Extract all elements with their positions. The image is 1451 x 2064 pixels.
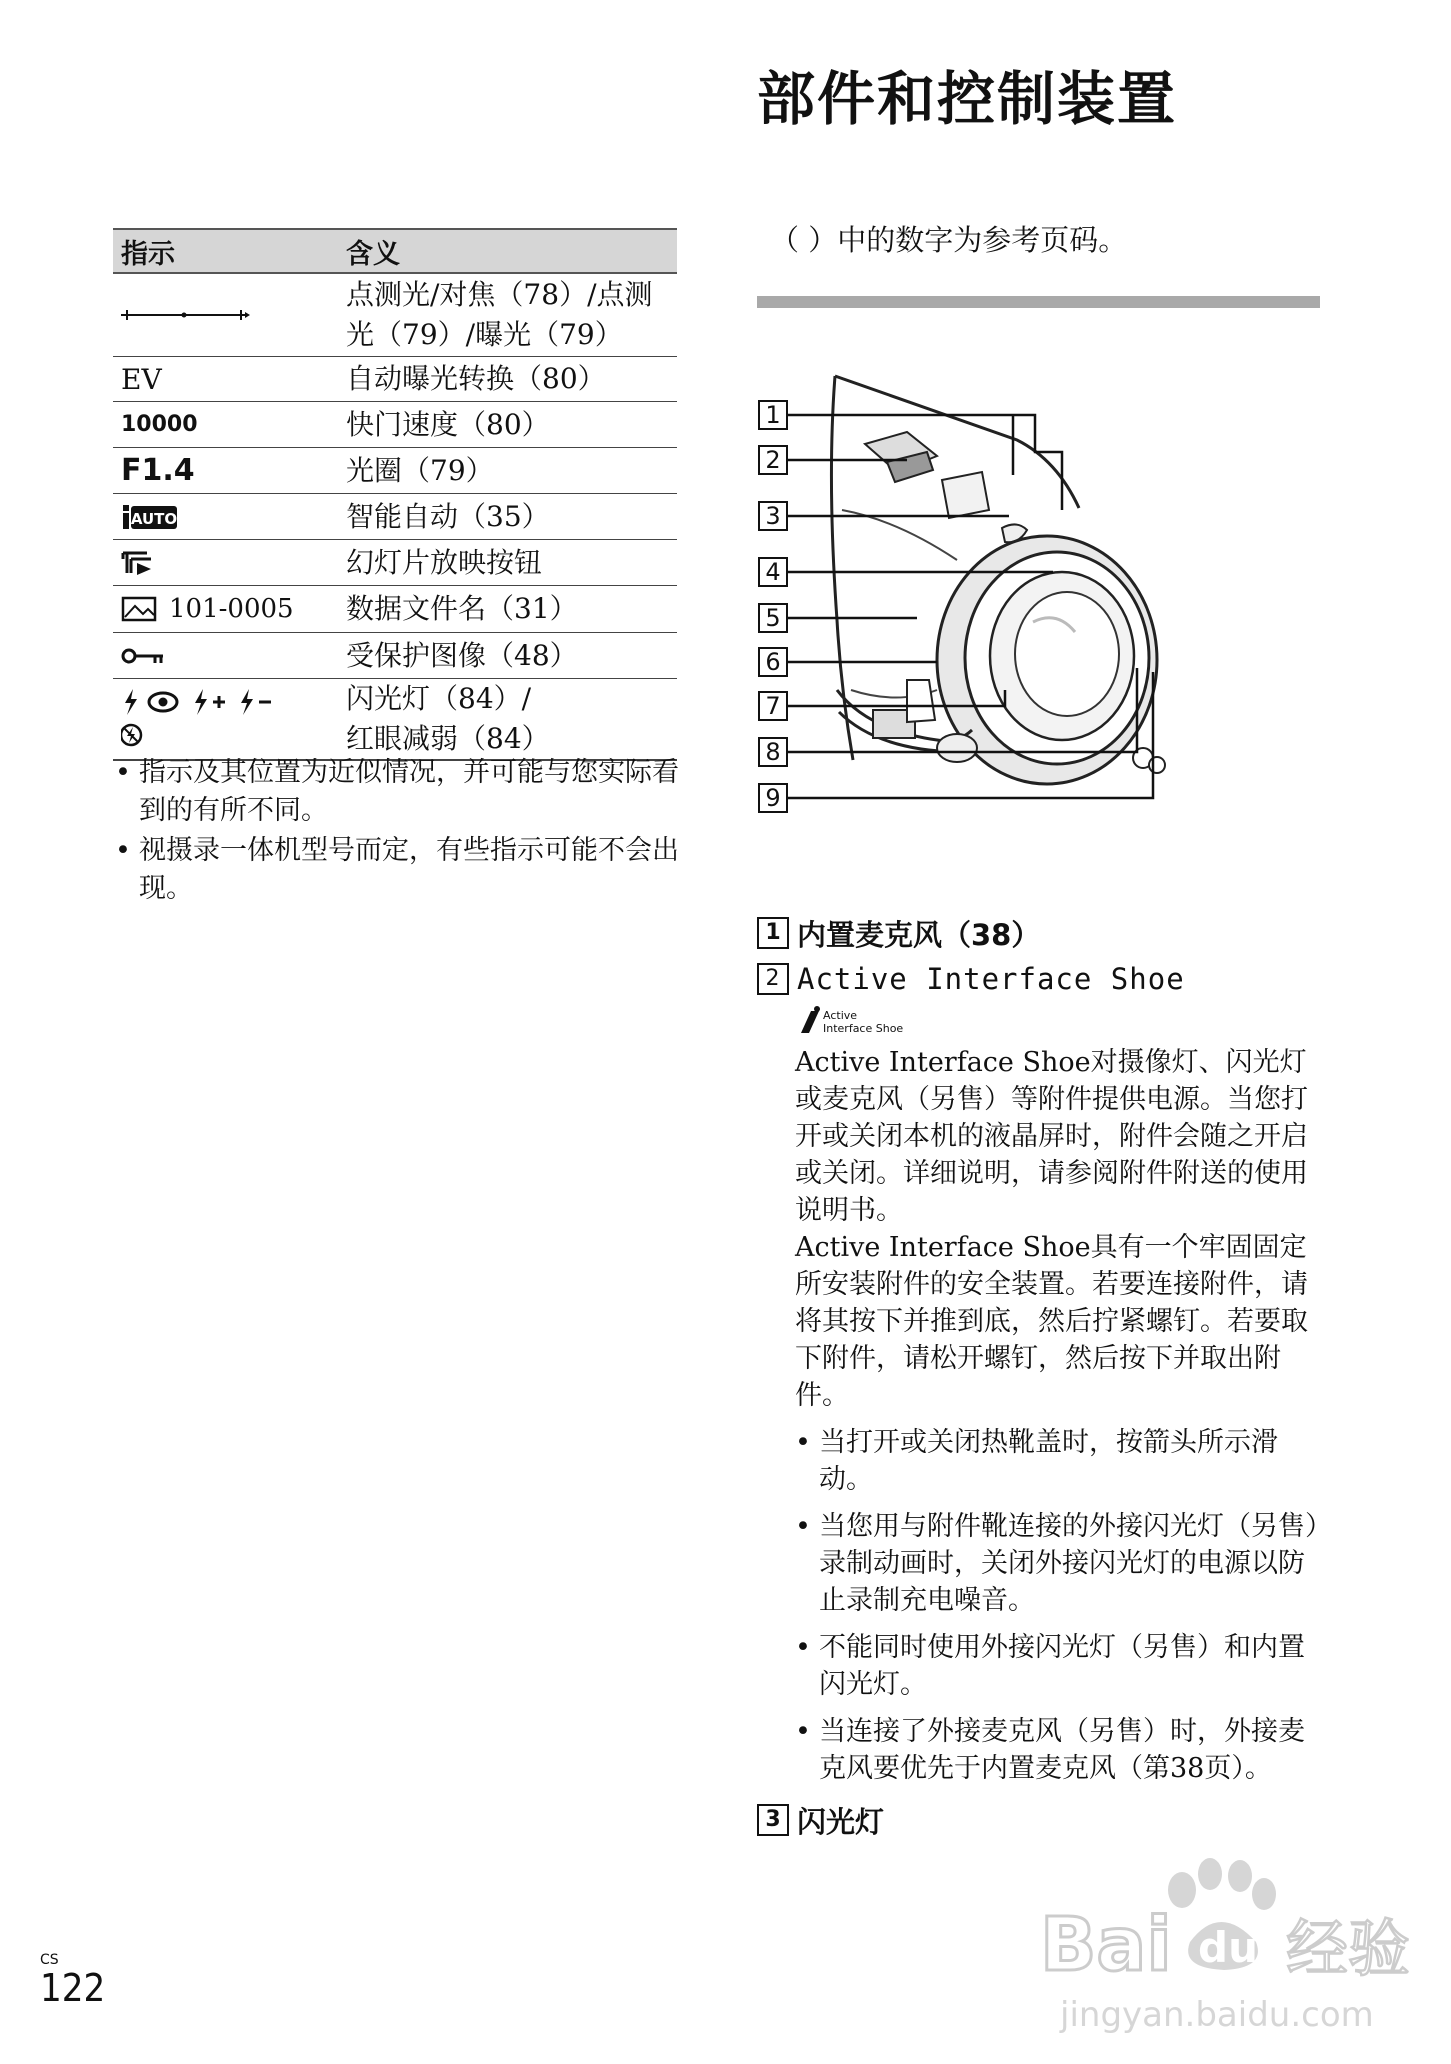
part-number: 1 <box>757 917 789 949</box>
part-number: 2 <box>757 963 789 995</box>
bullet-item: • 不能同时使用外接闪光灯（另售）和内置闪光灯。 <box>795 1629 1327 1703</box>
callout-7: 7 <box>765 692 781 720</box>
part-item-1 <box>757 912 1327 954</box>
watermark-text-du: du <box>1198 1923 1258 1972</box>
bullet-item: • 当您用与附件靴连接的外接闪光灯（另售）录制动画时，关闭外接闪光灯的电源以防止录制充电噪音。 <box>795 1508 1327 1619</box>
slideshow-icon <box>113 549 346 577</box>
spot-meter-scale-icon <box>113 305 346 325</box>
page-number: 122 <box>40 1966 106 2010</box>
meaning-cell: 自动曝光转换（80） <box>346 362 606 395</box>
photo-file-cell <box>113 594 346 624</box>
description-paragraph: Active Interface Shoe具有一个牢固固定所安装附件的安全装置。若要连接附件，请将其按下并推到底，然后拧紧螺钉。若要取下附件，请松开螺钉，然后按下并取出附件。 <box>795 1232 1308 1411</box>
meaning-cell: 快门速度（80） <box>346 407 550 441</box>
camcorder-diagram <box>757 360 1177 894</box>
table-row <box>113 633 677 679</box>
part-item-2 <box>757 958 1327 1000</box>
table-row <box>113 679 677 759</box>
description-paragraph: Active Interface Shoe对摄像灯、闪光灯或麦克风（另售）等附件提供电源。当您打开或关闭本机的液晶屏时，附件会随之开启或关闭。详细说明，请参阅附件附送的使用说明书。 <box>795 1047 1308 1226</box>
table-row <box>113 274 677 357</box>
logo-line2: Interface Shoe <box>823 1022 904 1035</box>
protect-key-icon <box>113 644 346 668</box>
part-2-description <box>757 1044 1327 1787</box>
part-label: 闪光灯 <box>797 1804 885 1839</box>
auto-text: AUTO <box>130 509 178 528</box>
watermark-url: jingyan.baidu.com <box>1060 1995 1374 2035</box>
header-indicator: 指示 <box>121 238 175 270</box>
meaning-cell: 智能自动（35） <box>346 499 550 533</box>
callout-8: 8 <box>765 738 781 766</box>
indicator-table <box>113 228 677 761</box>
part-item-3 <box>757 1799 1327 1841</box>
ev-symbol: EV <box>121 362 162 396</box>
meaning-cell: 点测光/对焦（78）/点测光（79）/曝光（79） <box>346 278 653 351</box>
reference-note: （ ）中的数字为参考页码。 <box>770 223 1128 257</box>
meaning-cell: 光圈（79） <box>346 453 494 487</box>
note-item: • 视摄录一体机型号而定，有些指示可能不会出现。 <box>113 832 683 908</box>
parts-list <box>757 912 1327 1841</box>
part-label: 内置麦克风（38） <box>797 917 1041 952</box>
callout-5: 5 <box>765 604 781 632</box>
bullet-item: • 当打开或关闭热靴盖时，按箭头所示滑动。 <box>795 1424 1327 1498</box>
page-region-code: CS <box>40 1952 59 1968</box>
meaning-cell: 受保护图像（48） <box>346 638 578 672</box>
callout-9: 9 <box>765 784 781 812</box>
table-row <box>113 448 677 494</box>
intelligent-auto-icon <box>113 503 346 531</box>
logo-line1: Active <box>823 1009 858 1022</box>
meaning-cell: 幻灯片放映按钮 <box>346 545 543 579</box>
bullet-item: • 当连接了外接麦克风（另售）时，外接麦克风要优先于内置麦克风（第38页）。 <box>795 1713 1327 1787</box>
callout-6: 6 <box>765 648 781 676</box>
active-interface-shoe-logo <box>757 1000 1327 1044</box>
callout-3: 3 <box>765 502 781 530</box>
table-header <box>113 228 677 274</box>
table-notes <box>113 754 683 910</box>
note-item: • 指示及其位置为近似情况，并可能与您实际看到的有所不同。 <box>113 754 683 830</box>
aperture-symbol: F1.4 <box>121 453 195 488</box>
page-title: 部件和控制装置 <box>757 65 1178 133</box>
section-bar <box>757 296 1320 308</box>
meaning-line: 红眼减弱（84） <box>346 722 550 755</box>
table-row <box>113 586 677 633</box>
table-row <box>113 402 677 448</box>
meaning-line: 闪光灯（84）/ <box>346 682 532 715</box>
callout-1: 1 <box>765 401 781 429</box>
table-row <box>113 540 677 586</box>
baidu-watermark <box>1030 1850 1430 2044</box>
callout-2: 2 <box>765 446 781 474</box>
table-row <box>113 357 677 402</box>
part-label: Active Interface Shoe <box>797 962 1185 996</box>
file-number: 101-0005 <box>169 594 294 624</box>
meaning-cell: 数据文件名（31） <box>346 592 578 625</box>
watermark-text-bai: Bai <box>1040 1902 1172 1988</box>
header-meaning: 含义 <box>346 238 400 270</box>
flash-modes-icon <box>113 679 346 749</box>
callout-4: 4 <box>765 558 781 586</box>
table-row <box>113 494 677 540</box>
watermark-text-jingyan: 经验 <box>1286 1912 1411 1985</box>
part-number: 3 <box>757 1804 789 1836</box>
meaning-cell <box>346 674 677 764</box>
shutter-speed-symbol: 10000 <box>121 412 198 437</box>
photo-file-icon <box>121 595 159 623</box>
